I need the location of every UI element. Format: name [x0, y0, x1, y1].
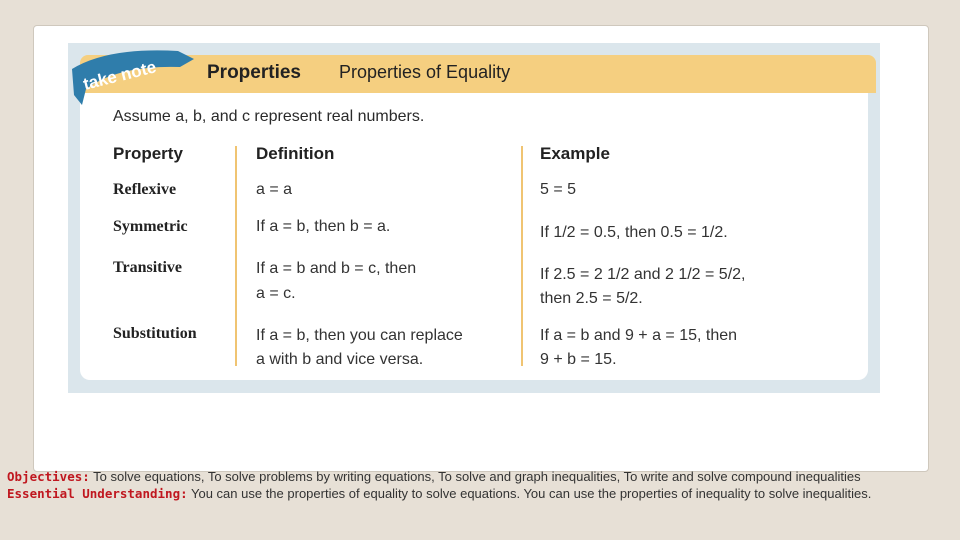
property-example: If 1/2 = 0.5, then 0.5 = 1/2. [540, 224, 728, 241]
note-category: Properties [207, 62, 301, 83]
property-name: Reflexive [113, 181, 177, 198]
take-note-ribbon-icon [68, 43, 198, 105]
property-example: 9 + b = 15. [540, 351, 617, 368]
objectives-line [7, 468, 947, 485]
property-definition: If a = b, then b = a. [256, 218, 391, 235]
property-definition: a with b and vice versa. [256, 351, 424, 368]
objectives-label: Objectives: [7, 469, 90, 484]
take-note-badge-text: take note [81, 57, 159, 94]
column-header-property: Property [113, 144, 183, 163]
property-name: Transitive [113, 259, 183, 276]
property-definition: a = a [256, 181, 293, 198]
column-divider [235, 146, 237, 366]
essential-understanding-label: Essential Understanding: [7, 486, 188, 501]
property-name: Substitution [113, 325, 197, 342]
take-note-inner [80, 55, 868, 380]
property-example: If 2.5 = 2 1/2 and 2 1/2 = 5/2, [540, 266, 746, 283]
property-example: then 2.5 = 5/2. [540, 290, 643, 307]
property-example: If a = b and 9 + a = 15, then [540, 327, 738, 344]
property-definition: If a = b, then you can replace [256, 327, 463, 344]
note-intro: Assume a, b, and c represent real numbers. [113, 108, 425, 125]
essential-understanding-text: You can use the properties of equality to solve equations. You can use the properties of inequality to solve inequalities. [187, 486, 872, 501]
property-definition: If a = b and b = c, then [256, 260, 417, 277]
column-header-example: Example [540, 144, 610, 163]
property-name: Symmetric [113, 218, 188, 235]
property-definition: a = c. [256, 285, 296, 302]
objectives-text: To solve equations, To solve problems by writing equations, To solve and graph inequalities, To write and solve compound inequalities [89, 469, 861, 484]
note-title: Properties of Equality [339, 62, 511, 82]
property-example: 5 = 5 [540, 181, 577, 198]
column-header-definition: Definition [256, 144, 335, 163]
footer-text [7, 468, 947, 502]
column-divider [521, 146, 523, 366]
essential-understanding-line [7, 485, 947, 502]
